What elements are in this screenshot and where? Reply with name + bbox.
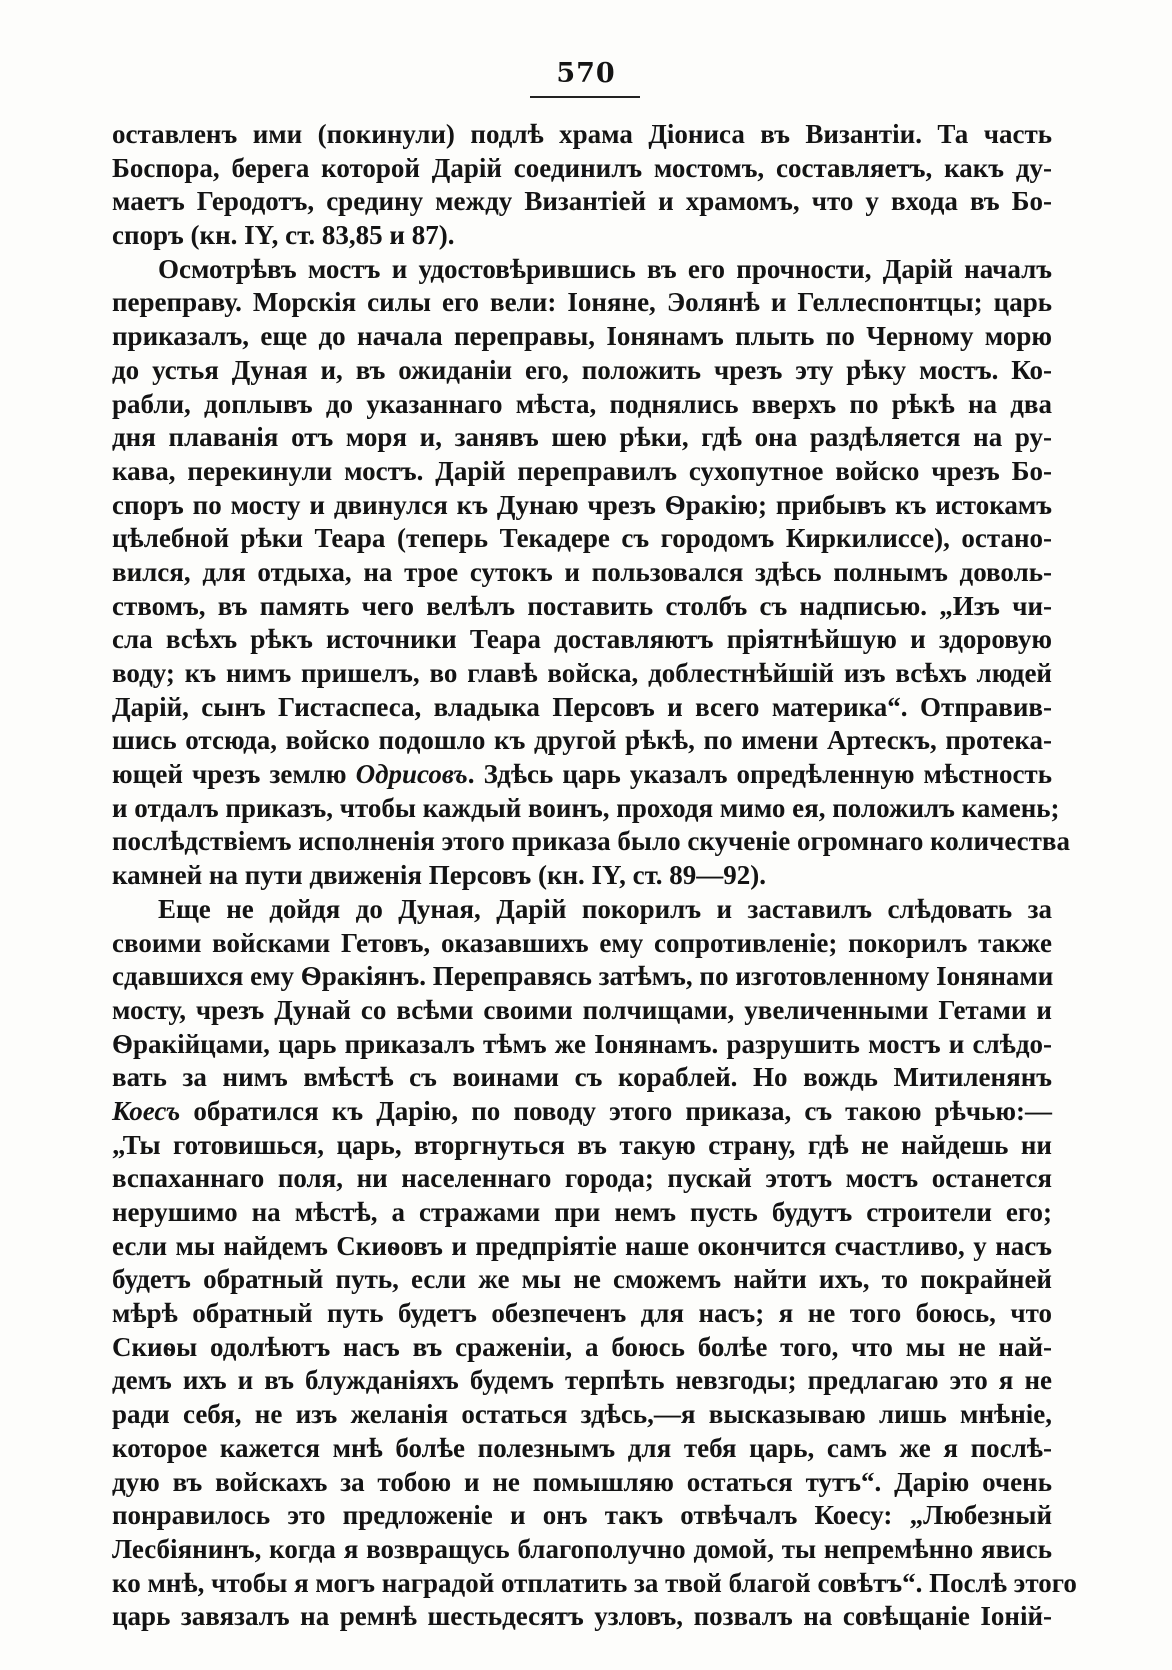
text-line: ствомъ, въ память чего велѣлъ поставить столбъ съ надписью. „Изъ чи- — [112, 590, 1052, 621]
text-line: вать за нимъ вмѣстѣ съ воинами съ кораблей. Но вождь Митиленянъ — [112, 1062, 1052, 1093]
text-line: демъ ихъ и въ блужданіяхъ будемъ терпѣть невзгоды; предлагаю это я не — [112, 1365, 1052, 1396]
text-line: царь завязалъ на ремнѣ шестьдесятъ узловъ, позвалъ на совѣщаніе Іоній- — [112, 1601, 1052, 1632]
text-line: переправу. Морскія силы его вели: Іоняне, Эолянѣ и Геллеспонтцы; царь — [112, 287, 1052, 318]
italic-name: Одрисовъ — [355, 759, 468, 790]
text-line: своими войсками Гетовъ, оказавшихъ ему сопротивленіе; покорилъ также — [112, 927, 1052, 958]
text-line: понравилось это предложеніе и онъ такъ отвѣчалъ Коесу: „Любезный — [112, 1500, 1052, 1531]
text-line: Лесбіянинъ, когда я возвращусь благополучно домой, ты непремѣнно явись — [112, 1533, 1052, 1564]
text-line: и отдалъ приказъ, чтобы каждый воинъ, проходя мимо ея, положилъ камень; — [112, 792, 1060, 823]
text-line: шись отсюда, войско подошло къ другой рѣкѣ, по имени Артескъ, протека- — [112, 725, 1052, 756]
text-line: если мы найдемъ Скиѳовъ и предпріятіе наше окончится счастливо, у насъ — [112, 1230, 1052, 1261]
text-line: Осмотрѣвъ мостъ и удостовѣрившись въ его прочности, Дарій началъ — [158, 253, 1052, 284]
text-line: ради себя, не изъ желанія остаться здѣсь,—я высказываю лишь мнѣніе, — [112, 1399, 1052, 1430]
text-line: дую въ войскахъ за тобою и не помышляю остаться тутъ“. Дарію очень — [112, 1466, 1052, 1497]
text-line: дня плаванія отъ моря и, занявъ шею рѣки, гдѣ она раздѣляется на ру- — [112, 422, 1052, 453]
text-line: Коесъ обратился къ Дарію, по поводу этого приказа, съ такою рѣчью:— — [112, 1095, 1052, 1126]
text-line: сла всѣхъ рѣкъ источники Теара доставляютъ пріятнѣйшую и здоровую — [112, 624, 1052, 655]
text-line: Дарій, сынъ Гистаспеса, владыка Персовъ и всего материка“. Отправив- — [112, 691, 1052, 722]
text-line: вспаханнаго поля, ни населеннаго города; пускай этотъ мостъ останется — [112, 1163, 1052, 1194]
text-line: ющей чрезъ землю Одрисовъ. Здѣсь царь указалъ опредѣленную мѣстность — [112, 759, 1052, 790]
text-line: сдавшихся ему Ѳракіянъ. Переправясь затѣмъ, по изготовленному Іонянами — [112, 961, 1054, 992]
text-line: Боспора, берега которой Дарій соединилъ мостомъ, составляетъ, какъ ду- — [112, 152, 1052, 183]
text-line: ко мнѣ, чтобы я могъ наградой отплатить за твой благой совѣтъ“. Послѣ этого — [112, 1567, 1077, 1598]
page-number-rule — [530, 96, 640, 98]
text-line: мосту, чрезъ Дунай со всѣми своими полчищами, увеличенными Гетами и — [112, 994, 1052, 1025]
text-line: кава, перекинули мостъ. Дарій переправилъ сухопутное войско чрезъ Бо- — [112, 455, 1052, 486]
text-line: послѣдствіемъ исполненія этого приказа было скученіе огромнаго количества — [112, 826, 1070, 857]
body-text — [112, 118, 1077, 1634]
text-line: воду; къ нимъ пришелъ, во главѣ войска, доблестнѣйшій изъ всѣхъ людей — [112, 658, 1052, 688]
text-line: вился, для отдыха, на трое сутокъ и пользовался здѣсь полнымъ доволь- — [112, 556, 1052, 587]
text-line: Еще не дойдя до Дуная, Дарій покорилъ и заставилъ слѣдовать за — [158, 893, 1052, 924]
text-line: рабли, доплывъ до указаннаго мѣста, поднялись вверхъ по рѣкѣ на два — [112, 388, 1052, 419]
text-line: мѣрѣ обратный путь будетъ обезпеченъ для насъ; я не того боюсь, что — [112, 1298, 1052, 1329]
text-line: приказалъ, еще до начала переправы, Іонянамъ плыть по Черному морю — [112, 321, 1052, 352]
text-line: Скиѳы одолѣютъ насъ въ сраженіи, а боюсь болѣе того, что мы не най- — [112, 1331, 1052, 1362]
text-line: нерушимо на мѣстѣ, а стражами при немъ пусть будутъ строители его; — [112, 1197, 1052, 1227]
text-line: „Ты готовишься, царь, вторгнуться въ такую страну, гдѣ не найдешь ни — [112, 1129, 1052, 1160]
text-line: будетъ обратный путь, если же мы не сможемъ найти ихъ, то покрайней — [112, 1264, 1052, 1295]
text-line: которое кажется мнѣ болѣе полезнымъ для тебя царь, самъ же я послѣ- — [112, 1432, 1052, 1463]
text-line: Ѳракійцами, царь приказалъ тѣмъ же Іонянамъ. разрушить мостъ и слѣдо- — [112, 1028, 1052, 1059]
text-line: камней на пути движенія Персовъ (кн. IY, ст. 89—92). — [112, 860, 767, 891]
text-line: до устья Дуная и, въ ожиданіи его, положить чрезъ эту рѣку мостъ. Ко- — [112, 354, 1052, 385]
italic-name: Коесъ — [112, 1095, 181, 1126]
text-line: оставленъ ими (покинули) подлѣ храма Діониса въ Византіи. Та часть — [112, 119, 1052, 149]
text-line: споръ по мосту и двинулся къ Дунаю чрезъ Ѳракію; прибывъ къ истокамъ — [112, 489, 1052, 520]
text-line: цѣлебной рѣки Теара (теперь Текадере съ городомъ Киркилиссе), остано- — [112, 523, 1052, 554]
page-number: 570 — [556, 58, 616, 89]
text-line: споръ (кн. IY, ст. 83,85 и 87). — [112, 220, 455, 251]
text-line: маетъ Геродотъ, средину между Византіей и храмомъ, что у входа въ Бо- — [112, 186, 1052, 217]
